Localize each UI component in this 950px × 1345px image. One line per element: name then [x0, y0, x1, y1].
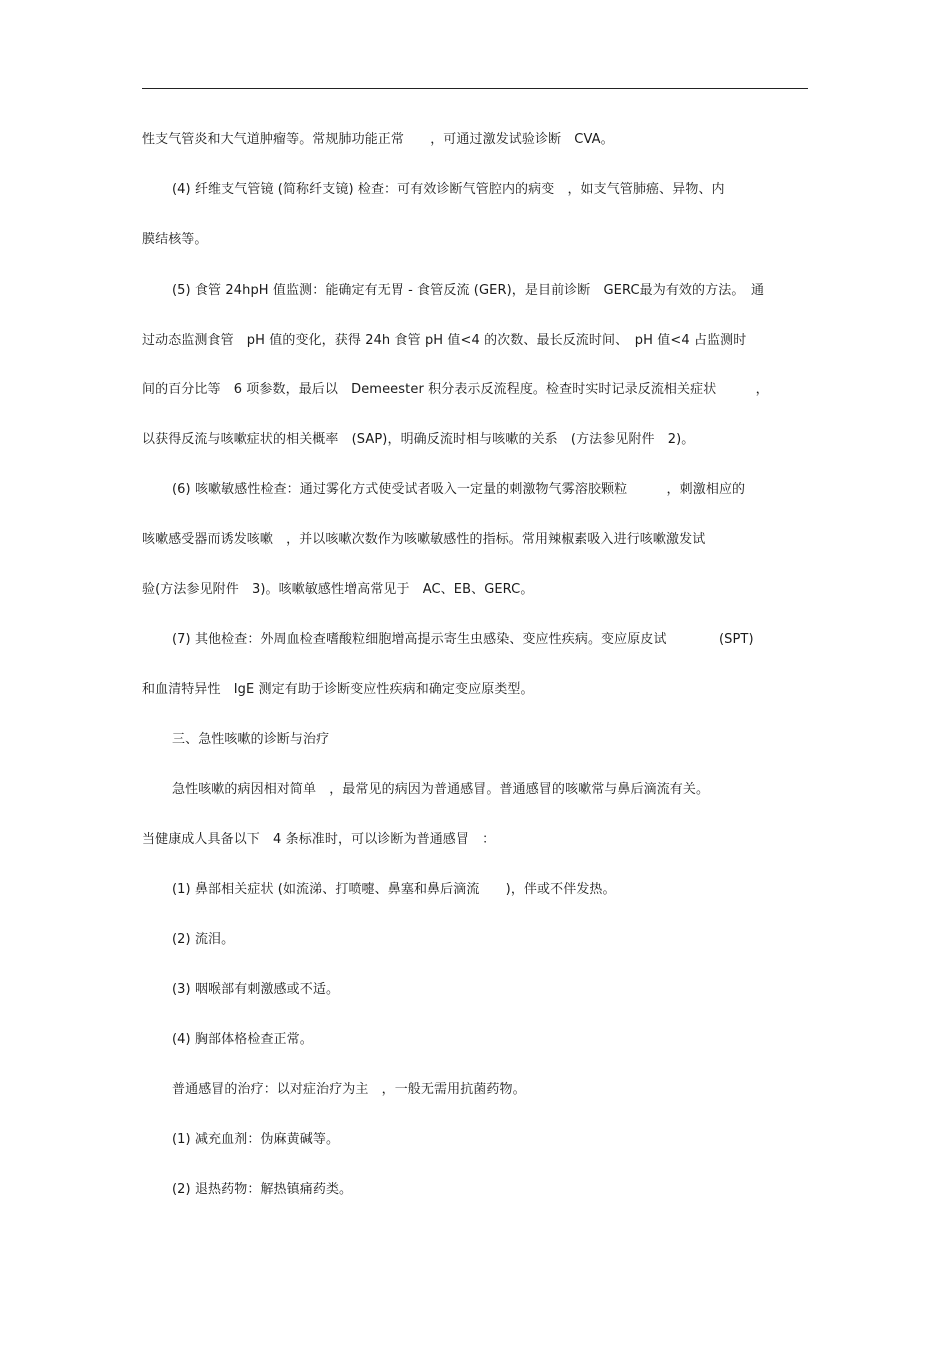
text-line: 普通感冒的治疗：以对症治疗为主 ，一般无需用抗菌药物。: [172, 1082, 526, 1097]
text-line: 间的百分比等 6 项参数，最后以 Demeester 积分表示反流程度。检查时实时记录反流相关症状 ，: [142, 382, 769, 397]
section-heading: 三、急性咳嗽的诊断与治疗: [172, 732, 330, 747]
text-line: 急性咳嗽的病因相对简单 ，最常见的病因为普通感冒。普通感冒的咳嗽常与鼻后滴流有关。: [172, 782, 710, 797]
text-line: 和血清特异性 IgE 测定有助于诊断变应性疾病和确定变应原类型。: [142, 682, 534, 697]
text-line: 验(方法参见附件 3)。咳嗽敏感性增高常见于 AC、EB、GERC。: [142, 582, 534, 597]
text-line: (4) 纤维支气管镜 (简称纤支镜) 检查：可有效诊断气管腔内的病变 ，如支气管肺癌、异物、内: [172, 182, 725, 197]
text-line: 性支气管炎和大气道肿瘤等。常规肺功能正常 ，可通过激发试验诊断 CVA。: [142, 132, 614, 147]
text-line: 咳嗽感受器而诱发咳嗽 ，并以咳嗽次数作为咳嗽敏感性的指标。常用辣椒素吸入进行咳嗽激发试: [142, 532, 706, 547]
text-line: 以获得反流与咳嗽症状的相关概率 (SAP)，明确反流时相与咳嗽的关系 (方法参见附件 2)。: [142, 432, 695, 447]
list-item: (2) 退热药物：解热镇痛药类。: [172, 1182, 353, 1197]
list-item: (1) 减充血剂：伪麻黄碱等。: [172, 1132, 340, 1147]
list-item: (3) 咽喉部有刺激感或不适。: [172, 982, 340, 997]
list-item: (1) 鼻部相关症状 (如流涕、打喷嚏、鼻塞和鼻后滴流 )，伴或不伴发热。: [172, 882, 616, 897]
list-item: (4) 胸部体格检查正常。: [172, 1032, 313, 1047]
text-line: 膜结核等。: [142, 232, 208, 247]
text-line: (5) 食管 24hpH 值监测：能确定有无胃 - 食管反流 (GER)，是目前诊断 GERC最为有效的方法。 通: [172, 283, 765, 298]
text-line: (6) 咳嗽敏感性检查：通过雾化方式使受试者吸入一定量的刺激物气雾溶胶颗粒 ，刺激相应的: [172, 482, 746, 497]
text-line: 当健康成人具备以下 4 条标准时，可以诊断为普通感冒 ：: [142, 832, 496, 847]
list-item: (2) 流泪。: [172, 932, 235, 947]
text-line: (7) 其他检查：外周血检查嗜酸粒细胞增高提示寄生虫感染、变应性疾病。变应原皮试 (SPT): [172, 632, 754, 647]
header-rule: [142, 88, 808, 89]
text-line: 过动态监测食管 pH 值的变化，获得 24h 食管 pH 值<4 的次数、最长反流时间、 pH 值<4 占监测时: [142, 333, 747, 348]
